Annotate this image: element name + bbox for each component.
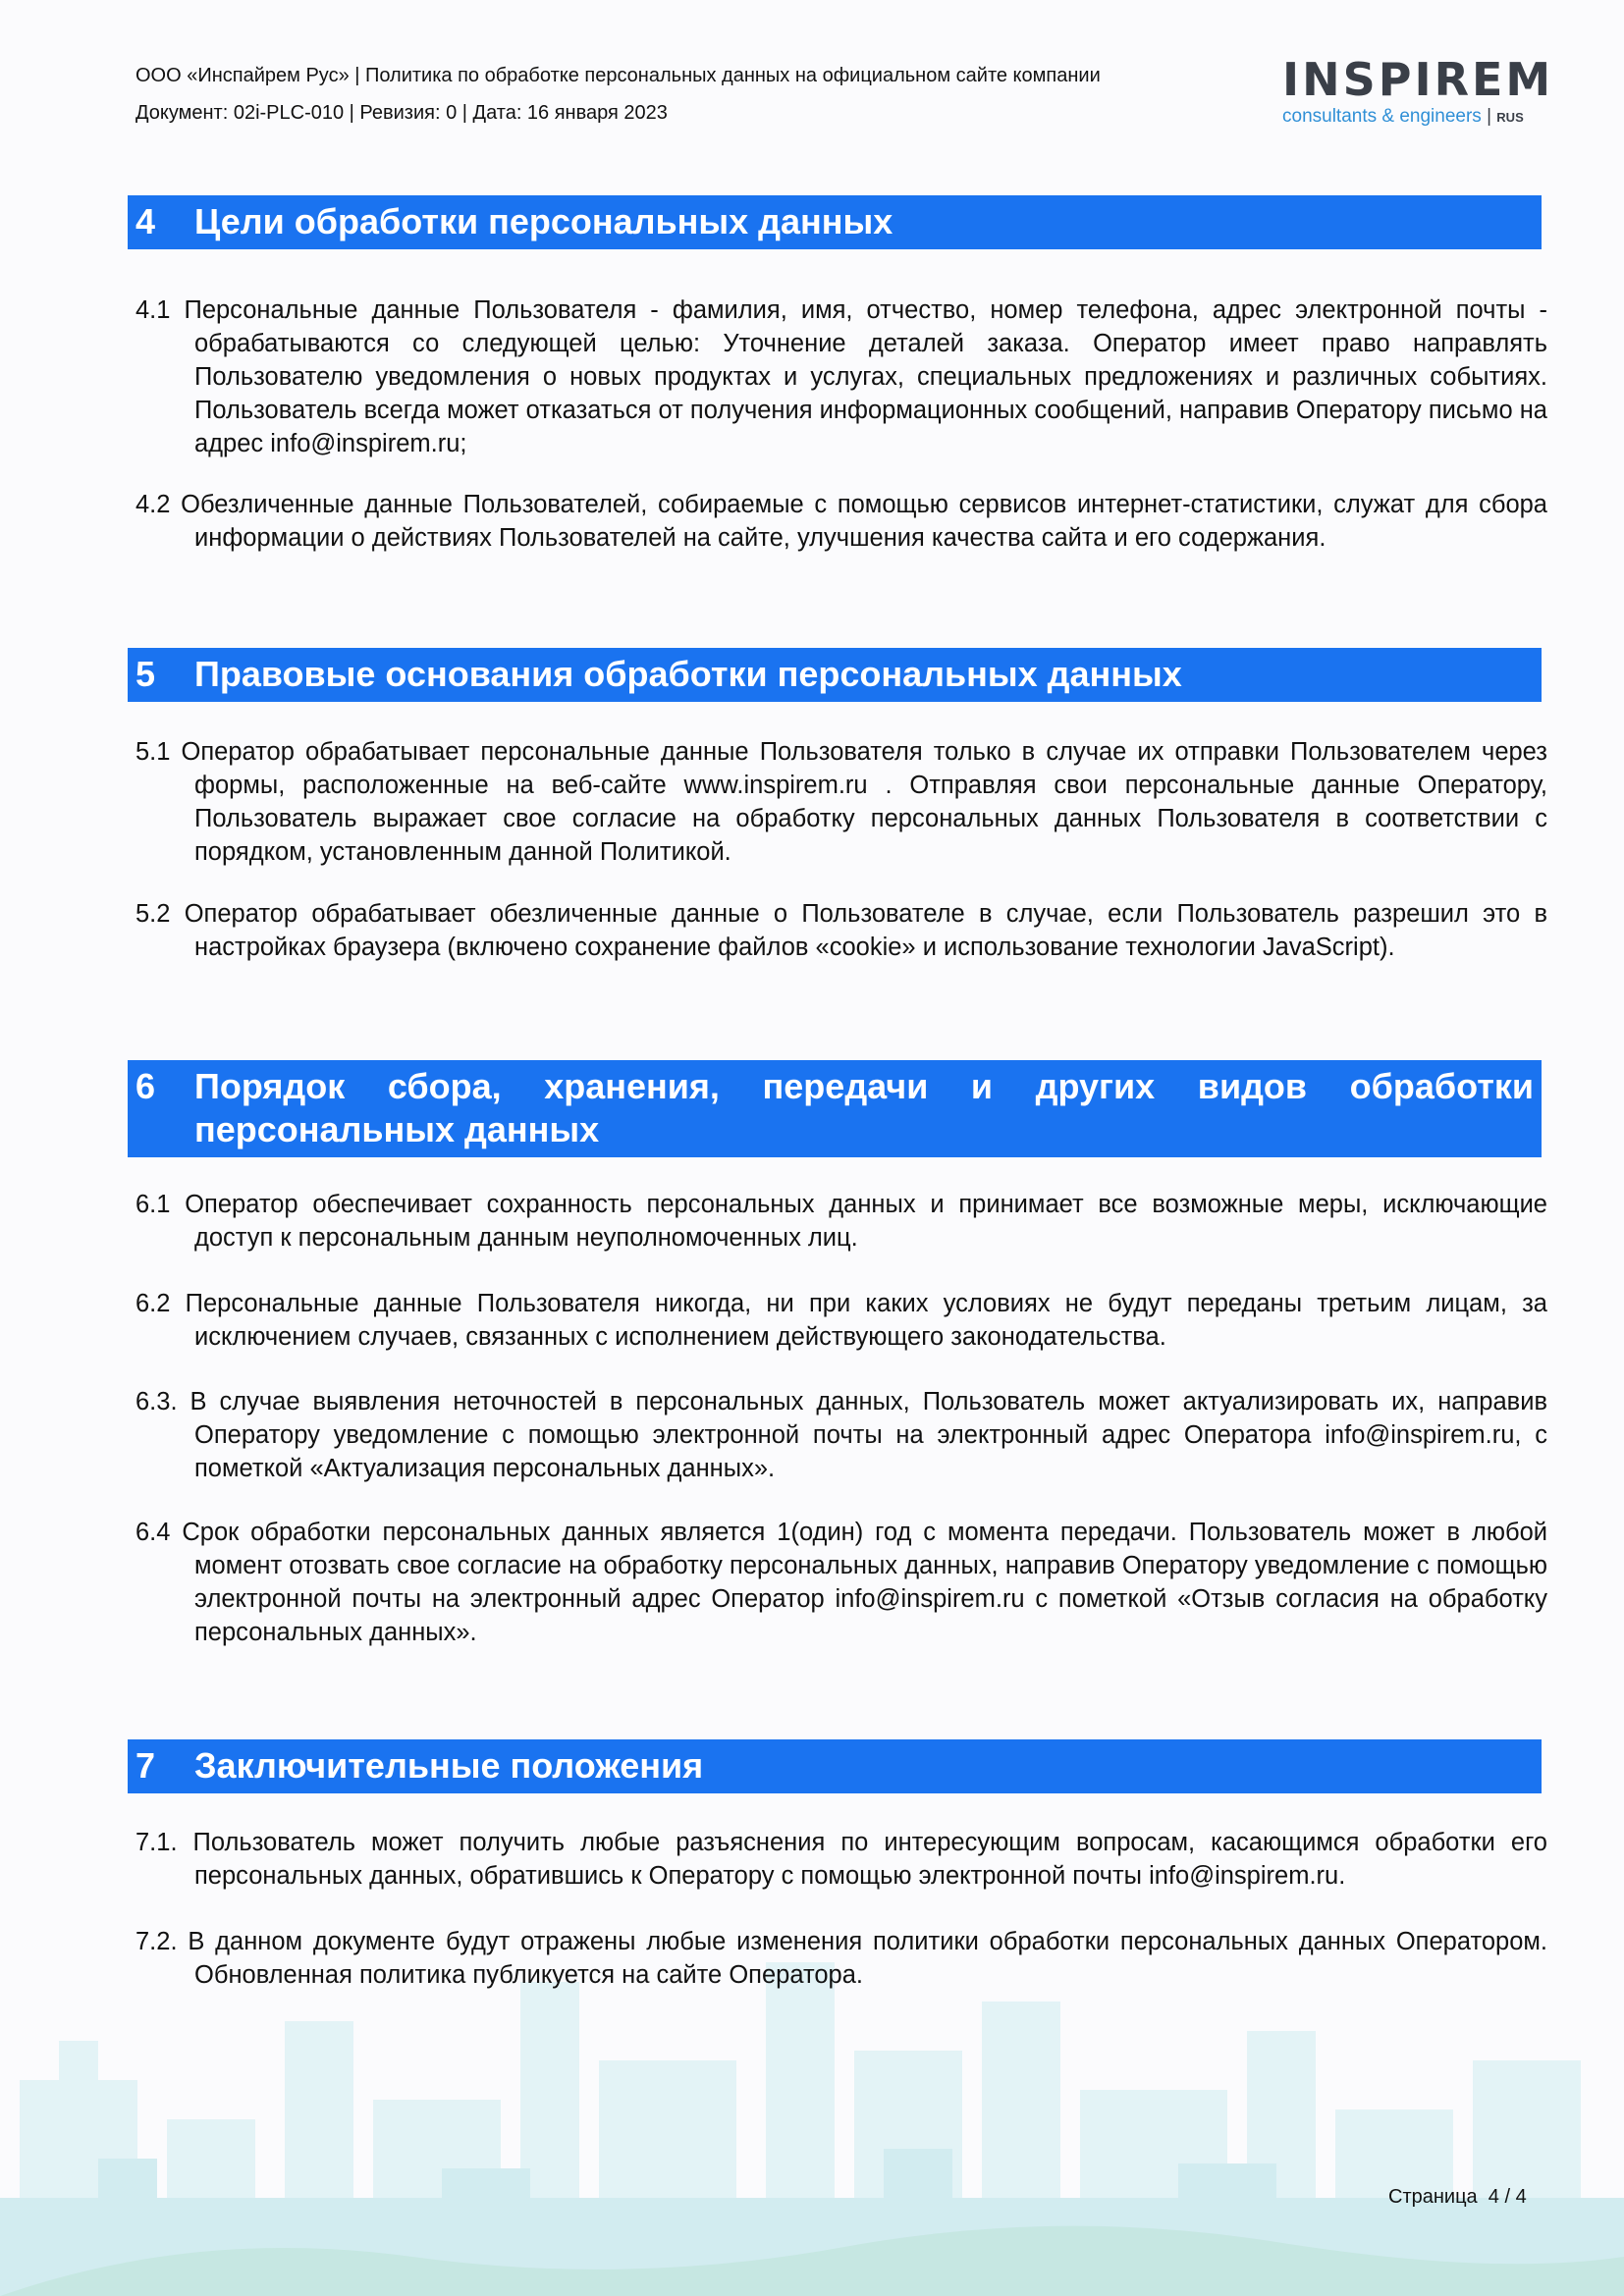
logo-wordmark: INSPIREM [1282, 53, 1554, 106]
section-number: 5 [135, 654, 156, 694]
section-number: 6 [135, 1066, 156, 1106]
paragraph-6-2: 6.2 Персональные данные Пользователя никогда, ни при каких условиях не будут переданы третьим лицам, за исключением случаев, связанных с исполнением действующего законодательства. [135, 1290, 1547, 1351]
logo-region: RUS [1496, 110, 1524, 125]
section-title: Заключительные положения [194, 1745, 704, 1786]
paragraph-4-1: 4.1 Персональные данные Пользователя - фамилия, имя, отчество, номер телефона, адрес электронной почты - обрабатываются со следующей целью: Уточнение деталей заказа. Оператор имеет право направлять Пользователю уведомления о новых продуктах и услугах, специальных предложениях и различных событиях. Пользователь всегда может отказаться от получения информационных сообщений, направив Оператору письмо на адрес info@inspirem.ru; [135, 296, 1547, 457]
inspirem-logo [1282, 53, 1554, 129]
document-header [135, 57, 1101, 132]
paragraph-6-1: 6.1 Оператор обеспечивает сохранность персональных данных и принимает все возможные меры, исключающие доступ к персональным данным неуполномоченных лиц. [135, 1191, 1547, 1252]
logo-tagline: consultants & engineers [1282, 106, 1482, 127]
section-number: 7 [135, 1745, 156, 1786]
section-title: Порядок сбора, хранения, передачи и других видов обработки персональных данных [194, 1066, 1534, 1149]
header-document-line: Документ: 02i-PLC-010 | Ревизия: 0 | Дата: 16 января 2023 [135, 102, 668, 124]
paragraph-5-2: 5.2 Оператор обрабатывает обезличенные данные о Пользователе в случае, если Пользователь разрешил это в настройках браузера (включено сохранение файлов «cookie» и использование технологии JavaScript). [135, 900, 1547, 961]
logo-divider: | [1487, 106, 1497, 127]
paragraph-4-2: 4.2 Обезличенные данные Пользователей, собираемые с помощью сервисов интернет-статистики, служат для сбора информации о действиях Пользователей на сайте, улучшения качества сайта и его содержания. [135, 491, 1547, 552]
logo-tagline-row [1282, 106, 1547, 129]
paragraph-5-1: 5.1 Оператор обрабатывает персональные данные Пользователя только в случае их отправки Пользователем через формы, расположенные на веб-сайте www.inspirem.ru . Отправляя свои персональные данные Оператору, Пользователь выражает свое согласие на обработку персональных данных Пользователя в соответствии с порядком, установленным данной Политикой. [135, 738, 1547, 866]
page-number [1388, 2186, 1527, 2209]
paragraph-6-3: 6.3. В случае выявления неточностей в персональных данных, Пользователь может актуализировать их, направив Оператору уведомление с помощью электронной почты на электронный адрес Оператора info@inspirem.ru, с пометкой «Актуализация персональных данных». [135, 1388, 1547, 1482]
section-title: Цели обработки персональных данных [194, 201, 893, 241]
page-current: 4 [1488, 2186, 1499, 2208]
header-company-line: ООО «Инспайрем Рус» | Политика по обработке персональных данных на официальном сайте компании [135, 65, 1101, 86]
paragraph-6-4: 6.4 Срок обработки персональных данных является 1(один) год с момента передачи. Пользователь может в любой момент отозвать свое согласие на обработку персональных данных, направив Оператору уведомление с помощью электронной почты на электронный адрес Оператор info@inspirem.ru с пометкой «Отзыв согласия на обработку персональных данных». [135, 1519, 1547, 1646]
section-number: 4 [135, 201, 156, 241]
section-heading-4 [128, 195, 1542, 249]
page-total: 4 [1515, 2186, 1527, 2208]
section-title: Правовые основания обработки персональных данных [194, 654, 1182, 694]
page-label: Страница [1388, 2186, 1478, 2208]
section-heading-5 [128, 648, 1542, 702]
paragraph-7-1: 7.1. Пользователь может получить любые разъяснения по интересующим вопросам, касающимся обработки его персональных данных, обратившись к Оператору с помощью электронной почты info@inspirem.ru. [135, 1829, 1547, 1890]
paragraph-7-2: 7.2. В данном документе будут отражены любые изменения политики обработки персональных данных Оператором. Обновленная политика публикуется на сайте Оператора. [135, 1928, 1547, 1989]
section-heading-6 [128, 1060, 1542, 1157]
page-separator: / [1504, 2186, 1511, 2208]
section-heading-7 [128, 1739, 1542, 1793]
